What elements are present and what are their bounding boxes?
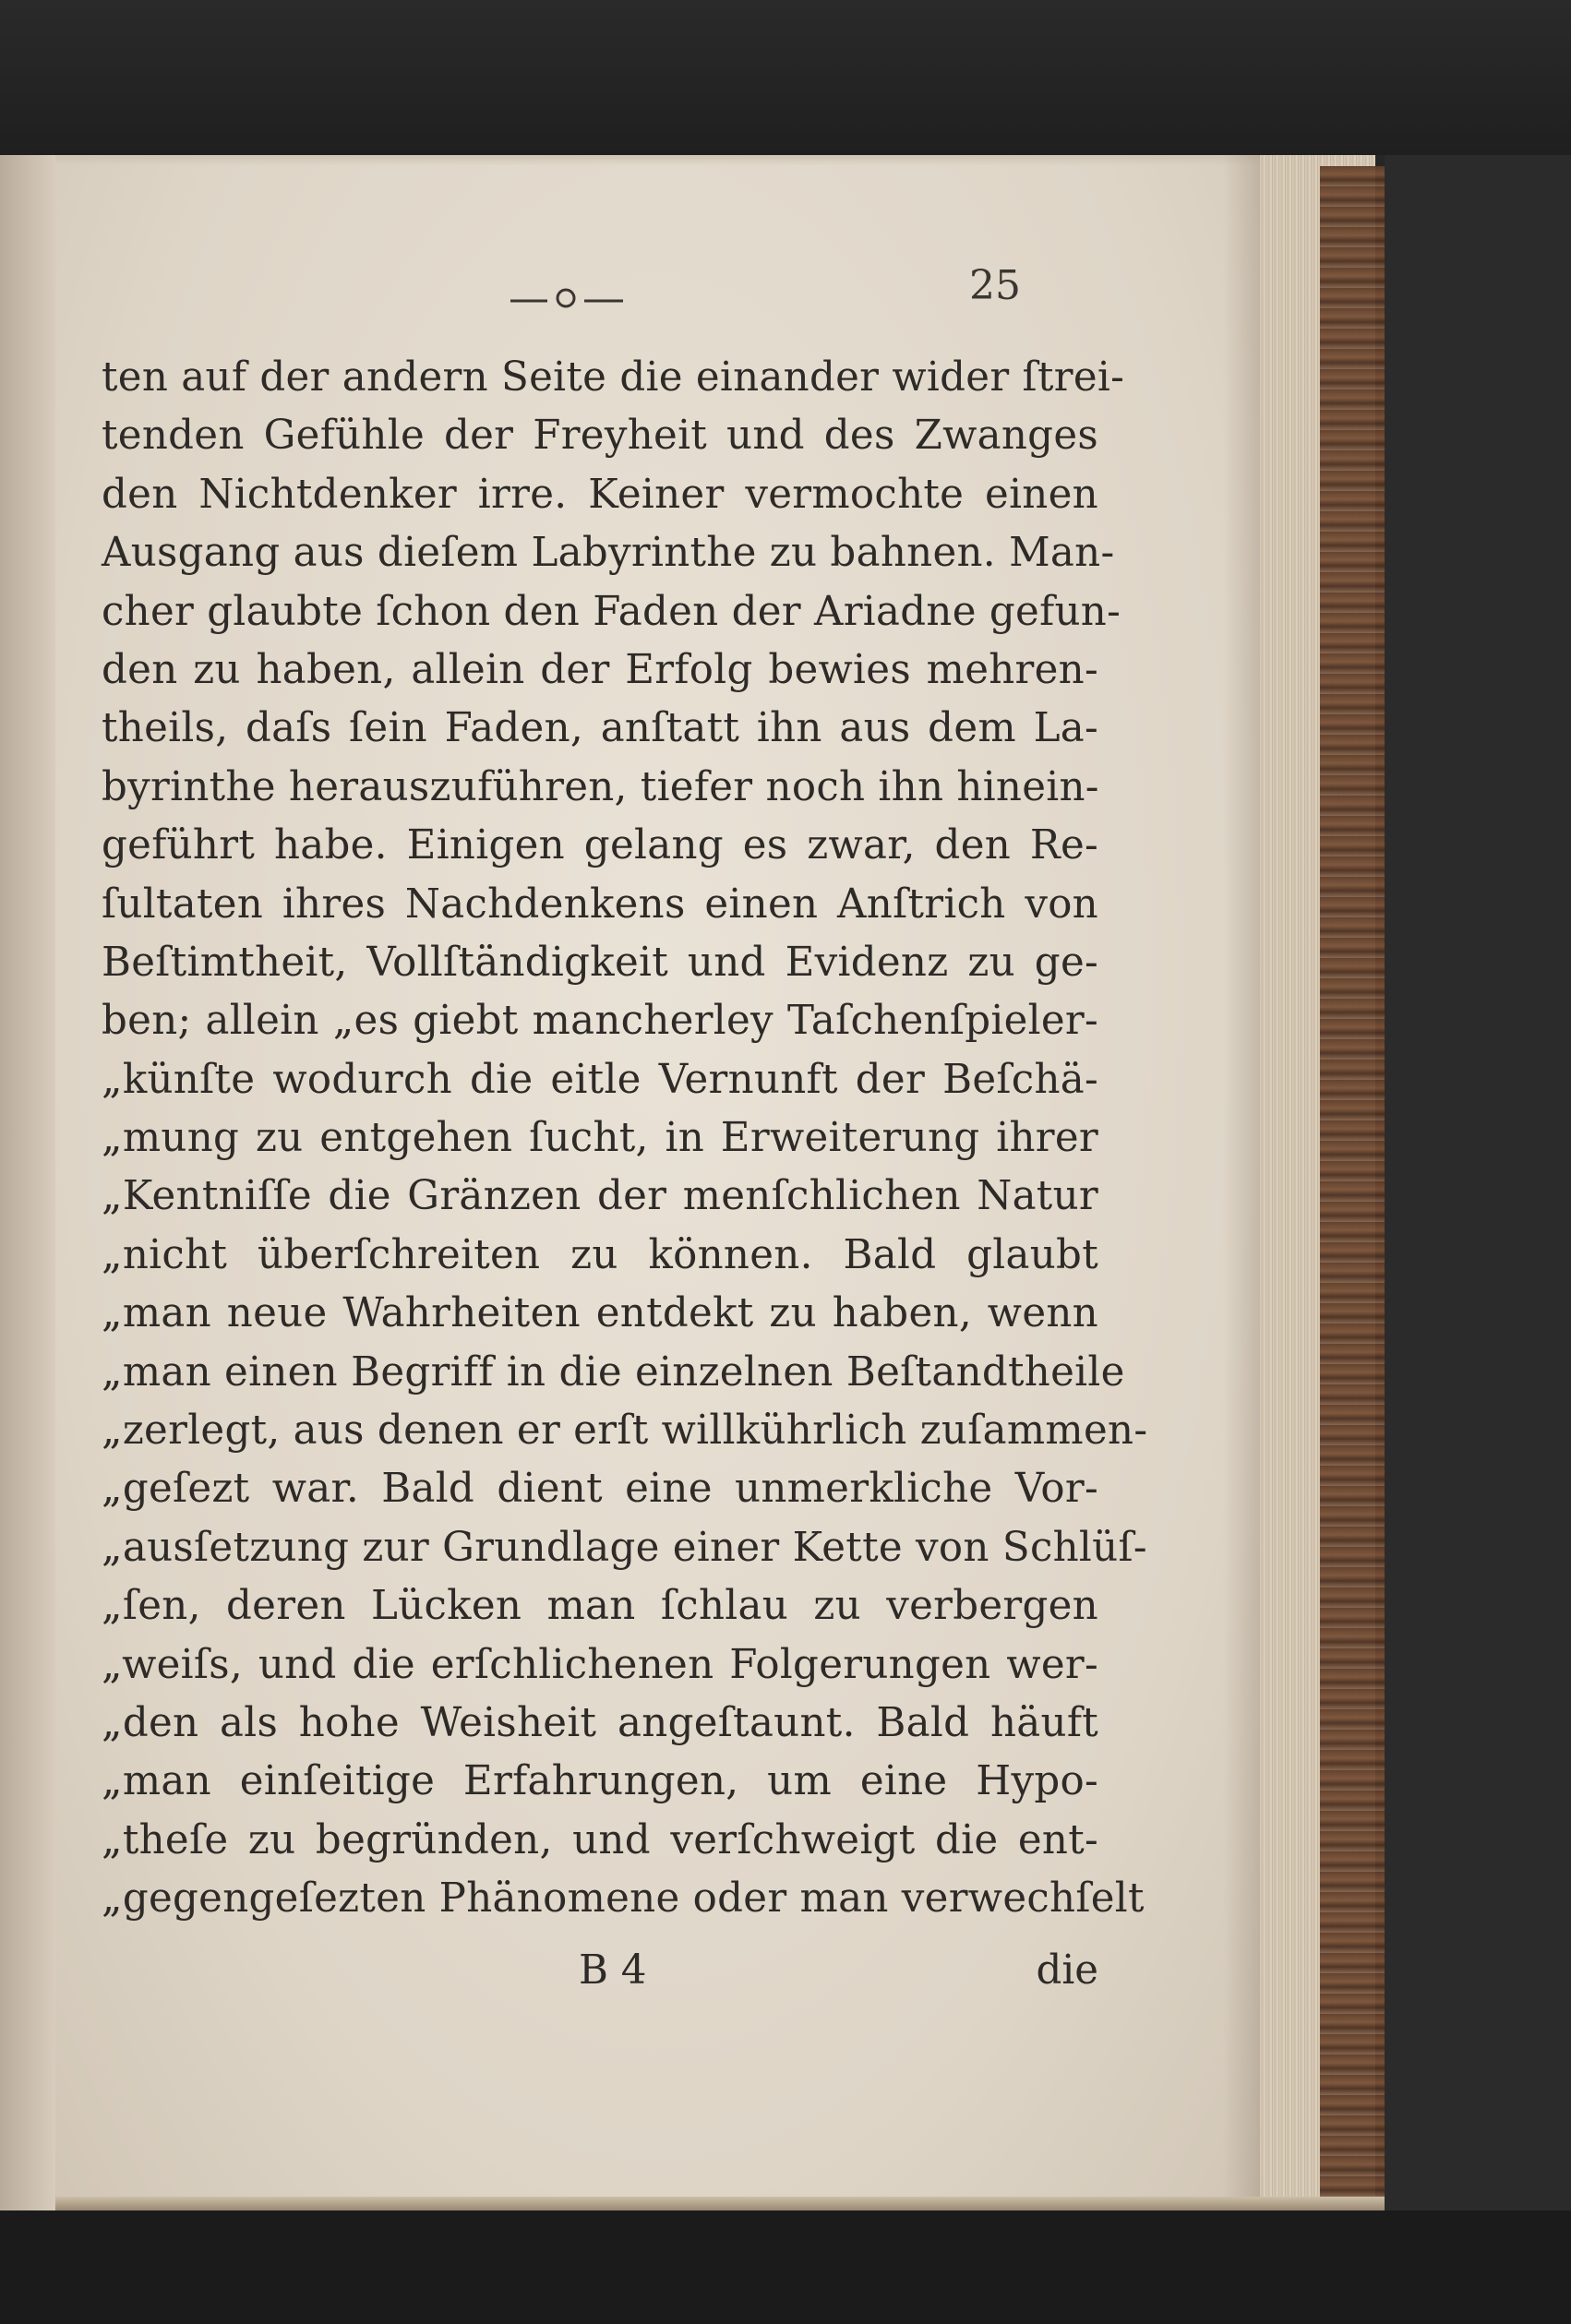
text-line: „künſte wodurch die eitle Vernunft der Beſchä- (102, 1056, 1098, 1103)
text-line: „man einſeitige Erfahrungen, um eine Hypo- (102, 1758, 1098, 1805)
background-right (1385, 155, 1571, 2210)
text-line: „ausſetzung zur Grundlage einer Kette von Schlüſ- (102, 1524, 1147, 1571)
text-line: den Nichtdenker irre. Keiner vermochte einen (102, 471, 1098, 518)
text-line: Beſtimtheit, Vollſtändigkeit und Evidenz zu ge- (102, 939, 1098, 986)
footer-line (102, 1947, 1098, 2003)
text-line: Ausgang aus dieſem Labyrinthe zu bahnen. Man- (102, 530, 1115, 577)
text-line: theils, daſs ſein Faden, anſtatt ihn aus dem La- (102, 705, 1098, 752)
text-line: „nicht überſchreiten zu können. Bald glaubt (102, 1231, 1098, 1278)
background-bottom (0, 2210, 1571, 2324)
text-line: „zerlegt, aus denen er erſt willkührlich zuſammen- (102, 1408, 1148, 1455)
facing-page-edge (0, 155, 55, 2210)
catchword: die (1036, 1947, 1098, 1994)
text-line: cher glaubte ſchon den Faden der Ariadne gefun- (102, 588, 1121, 635)
text-line: „Kentniſſe die Gränzen der menſchlichen Natur (102, 1173, 1098, 1220)
header-ornament-icon (457, 270, 623, 325)
text-line: „geſezt war. Bald dient eine unmerkliche Vor- (102, 1466, 1098, 1513)
text-line: geführt habe. Einigen gelang es zwar, den Re- (102, 822, 1098, 869)
text-line: „den als hohe Weisheit angeſtaunt. Bald häuft (102, 1699, 1098, 1746)
text-line: ten auf der andern Seite die einander wider ſtrei- (102, 354, 1125, 401)
text-line: ben; allein „es giebt mancherley Taſchenſpieler- (102, 998, 1098, 1045)
text-line: „ſen, deren Lücken man ſchlau zu verbergen (102, 1583, 1098, 1630)
text-line: ſultaten ihres Nachdenkens einen Anſtrich von (102, 880, 1098, 928)
text-line: „man neue Wahrheiten entdekt zu haben, wenn (102, 1290, 1098, 1337)
text-line: „man einen Begriff in die einzelnen Beſtandtheile (102, 1348, 1125, 1396)
text-line: „gegengeſezten Phänomene oder man verwechſelt (102, 1875, 1145, 1923)
text-line: „theſe zu begründen, und verſchweigt die ent- (102, 1816, 1098, 1863)
book-spine (1320, 166, 1385, 2210)
page-number: 25 (969, 262, 1021, 309)
background-top (0, 0, 1571, 155)
text-line: byrinthe herauszuführen, tiefer noch ihn hinein- (102, 763, 1099, 810)
running-header (0, 262, 1571, 325)
signature-mark: B 4 (579, 1947, 647, 1994)
text-line: tenden Gefühle der Freyheit und des Zwanges (102, 413, 1098, 460)
text-line: den zu haben, allein der Erfolg bewies mehren- (102, 646, 1098, 693)
text-line: „weiſs, und die erſchlichenen Folgerungen wer- (102, 1641, 1098, 1688)
text-line: „mung zu entgehen ſucht, in Erweiterung ihrer (102, 1115, 1098, 1162)
body-text (102, 349, 1148, 1929)
